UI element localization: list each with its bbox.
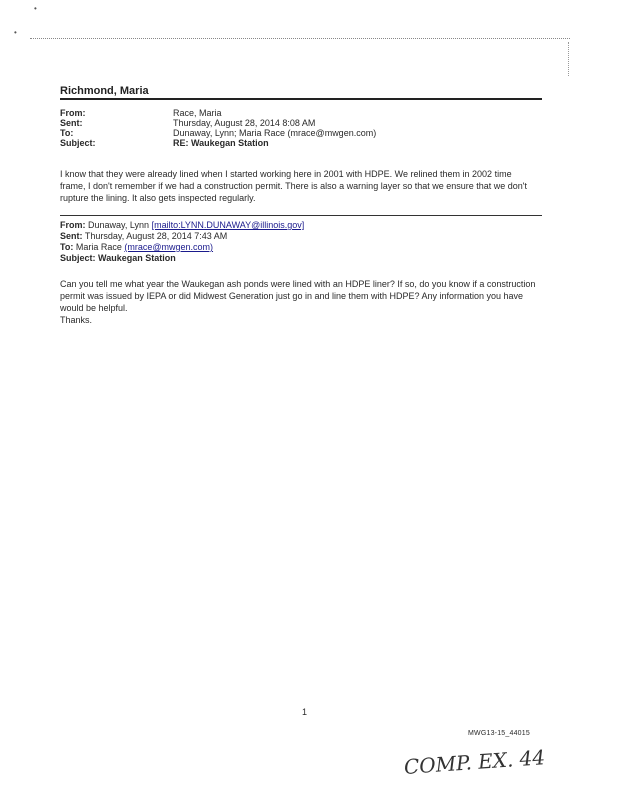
fwd-subject-value: Waukegan Station [98,253,176,263]
fwd-to-email-link[interactable]: (mrace@mwgen.com) [124,242,214,252]
reply-body [60,168,540,204]
fwd-sent-label: Sent: [60,231,83,241]
original-line: permit was issued by IEPA or did Midwest Generation just go in and line them with HDPE? Any information you have [60,291,524,301]
header-to-row [60,128,540,138]
mailbox-owner-name: Richmond, Maria [60,85,149,97]
fwd-subject-label: Subject: [60,253,96,263]
subject-value: RE: Waukegan Station [173,138,269,148]
reply-line: rupture the lining. It also gets inspected regularly. [60,193,256,203]
fwd-to-name: Maria Race [75,242,122,252]
from-label: From: [60,108,86,118]
message-separator [60,215,542,216]
header-subject-row [60,138,540,148]
fwd-to-label: To: [60,242,74,252]
header-from-row [60,108,540,118]
sent-value: Thursday, August 28, 2014 8:08 AM [173,118,316,128]
fwd-from-email-link[interactable]: [mailto:LYNN.DUNAWAY@illinois.gov] [151,220,305,230]
reply-line: I know that they were already lined when I started working here in 2001 with HDPE. We relined them in 2002 time [60,169,512,179]
original-body [60,278,540,326]
fwd-to-row [60,242,540,253]
sent-label: Sent: [60,118,83,128]
fwd-from-name: Dunaway, Lynn [88,220,150,230]
subject-label: Subject: [60,138,96,148]
scan-dotted-line [30,38,570,39]
reply-line: frame, I don't remember if we had a construction permit. There is also a warning layer so that we ensure that we don't [60,181,527,191]
scan-mark-left: • [14,28,17,37]
scan-mark-top-left: • [34,4,37,13]
fwd-from-row [60,220,540,231]
original-line: Thanks. [60,315,93,325]
page-number: 1 [302,707,308,717]
fwd-from-label: From: [60,220,86,230]
header-sent-row [60,118,540,128]
handwritten-exhibit-label: COMP. EX. 44 [403,745,546,779]
from-value: Race, Maria [173,108,222,118]
fwd-subject-row [60,253,540,264]
bates-number: MWG13-15_44015 [468,730,530,737]
fwd-sent-value: Thursday, August 28, 2014 7:43 AM [84,231,228,241]
original-line: would be helpful. [60,303,128,313]
scan-edge-right [568,42,569,76]
fwd-sent-row [60,231,540,242]
to-label: To: [60,128,74,138]
to-value: Dunaway, Lynn; Maria Race (mrace@mwgen.com) [173,128,377,138]
original-line: Can you tell me what year the Waukegan ash ponds were lined with an HDPE liner? If so, do you know if a construction [60,279,536,289]
owner-underline [60,98,542,100]
